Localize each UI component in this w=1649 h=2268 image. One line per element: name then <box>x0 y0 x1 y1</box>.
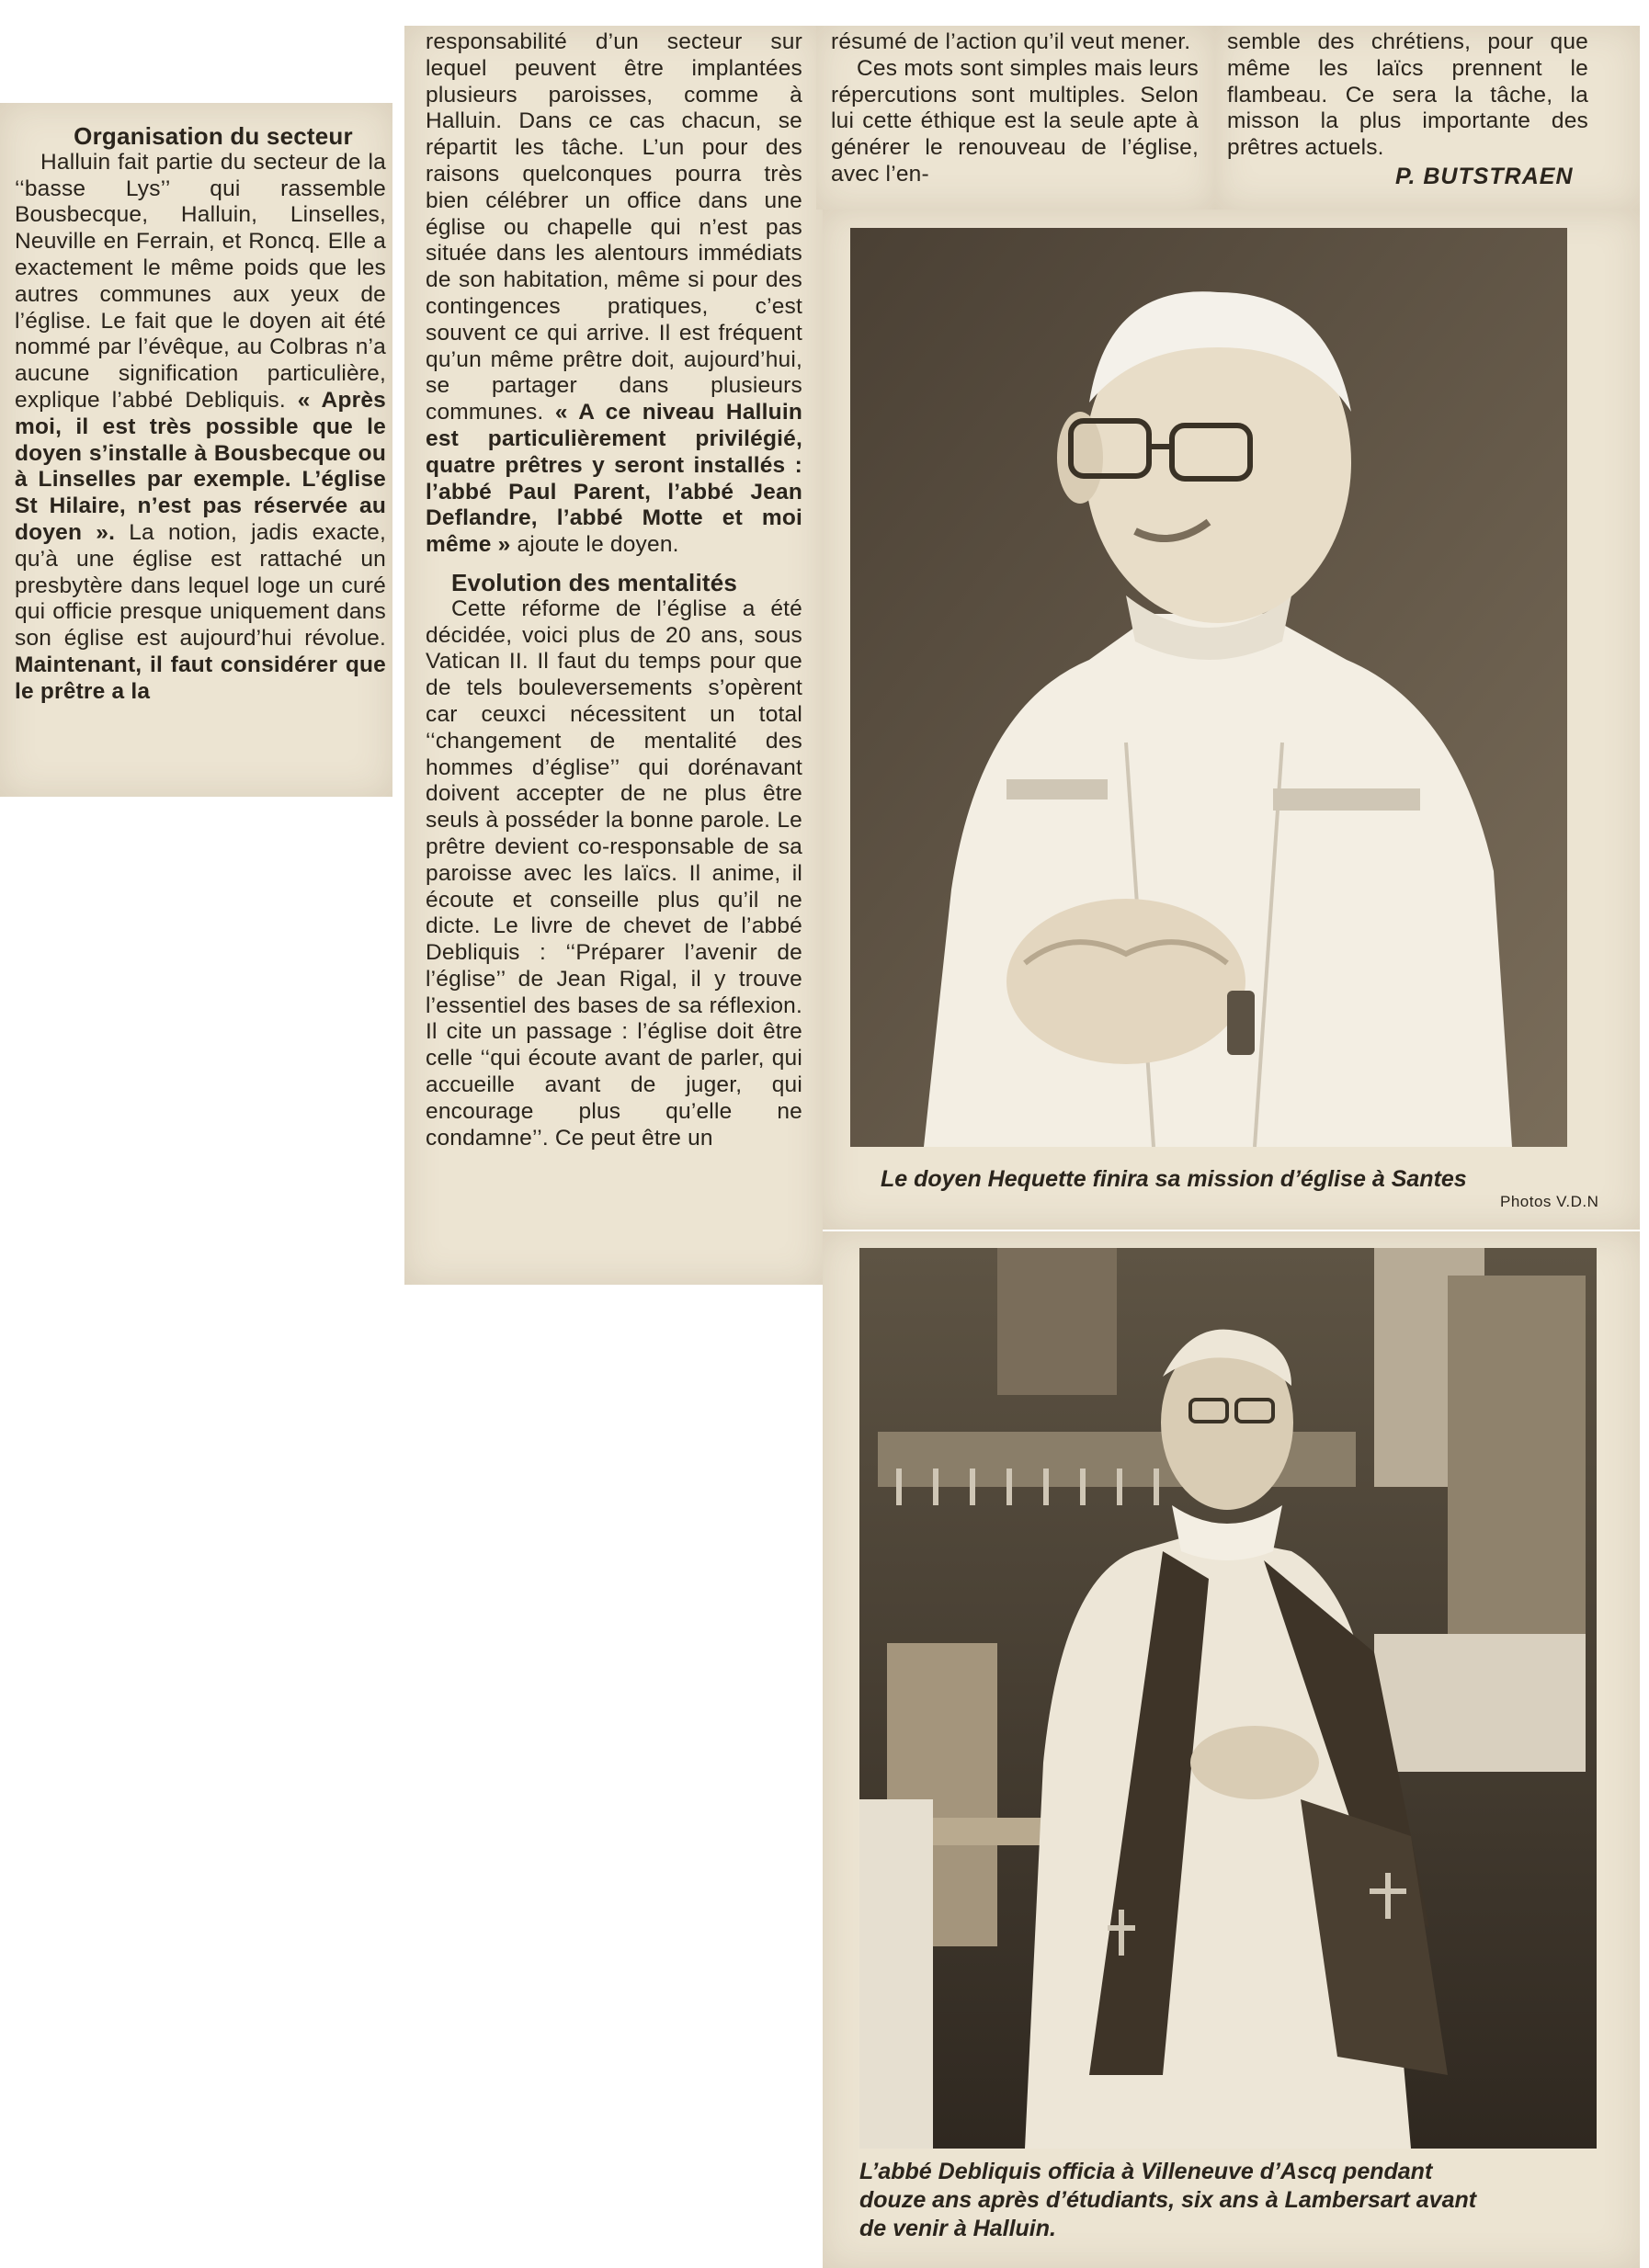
section-heading-evolution: Evolution des mentalités <box>451 568 738 596</box>
photo-abbe-debliquis-drawing <box>859 1248 1597 2149</box>
col2-text-b: ajoute le doyen. <box>517 532 679 558</box>
article-column-4 <box>1227 29 1588 162</box>
photo-doyen-hequette <box>850 228 1567 1147</box>
photo-bottom-caption-line-1: L’abbé Debliquis officia à Villeneuve d’Ascq pendant <box>859 2159 1433 2184</box>
photo-credit: Photos V.D.N <box>1500 1193 1599 1210</box>
article-column-1 <box>15 123 386 706</box>
col3-paragraph-1: résumé de l’action qu’il veut mener. <box>831 29 1191 54</box>
section-heading-organisation: Organisation du secteur <box>74 122 353 150</box>
photo-doyen-hequette-drawing <box>850 228 1567 1147</box>
col2-paragraph-1 <box>426 29 802 559</box>
article-column-3 <box>831 29 1199 188</box>
col2-text-a: responsabilité d’un secteur sur lequel peuvent être implantées plusieurs paroisses, comme à Halluin. Dans ce cas chacun, se répartit les tâche. L’un pour des raisons quelconques pourra très bien célébrer un office dans une église ou chapelle qui n’est pas située dans les alentours immédiats de son habitation, même si pour des contingences pratiques, c’est souvent ce qui arrive. Il est fréquent qu’un même prêtre doit, aujourd’hui, se partager dans plusieurs communes. <box>426 29 802 425</box>
photo-top-caption: Le doyen Hequette finira sa mission d’église à Santes <box>881 1166 1467 1192</box>
col3-paragraph-2: Ces mots sont simples mais leurs répercutions sont multiples. Selon lui cette éthique est la seule apte à générer le renouveau de l’église, avec l’en- <box>831 55 1199 187</box>
col1-text-c: Maintenant, il faut considérer que le prêtre a la <box>15 652 386 704</box>
photo-bottom-caption <box>859 2158 1613 2243</box>
article-column-2 <box>426 29 802 1151</box>
col1-paragraph-1 <box>15 150 386 706</box>
col2-paragraph-2: Cette réforme de l’église a été décidée, voici plus de 20 ans, sous Vatican II. Il faut du temps pour que de tels bouleversements s’opèrent car ceuxci nécessitent un total ‘‘changement de mentalité des hommes d’église’’ qui dorénavant doivent accepter de ne plus être seuls à posséder la bonne parole. Le prêtre devient co-responsable de sa paroisse avec les laïcs. Il anime, il écoute et conseille plus qu’il ne dicte. Le livre de chevet de l’abbé Debliquis : ‘‘Préparer l’avenir de l’église’’ de Jean Rigal, il y trouve l’essentiel des bases de sa réflexion. Il cite un passage : l’église doit être celle ‘‘qui écoute avant de parler, qui accueille avant de juger, qui encourage plus qu’elle ne condamne’’. Ce peut être un <box>426 595 802 1151</box>
col1-text-a: Halluin fait partie du secteur de la ‘‘basse Lys’’ qui rassemble Bousbecque, Halluin, Linselles, Neuville en Ferrain, et Roncq. Elle a exactement le même poids que les autres communes aux yeux de l’église. Le fait que le doyen ait été nommé par l’évêque, au Colbras n’a aucune signification particulière, explique l’abbé Debliquis. <box>15 149 386 413</box>
photo-bottom-caption-line-3: de venir à Halluin. <box>859 2216 1056 2241</box>
photo-bottom-caption-line-2: douze ans après d’étudiants, six ans à Lambersart avant <box>859 2187 1477 2213</box>
author-signature: P. BUTSTRAEN <box>1395 164 1574 189</box>
col1-quote-a: « Après moi, il est très possible que le doyen s’installe à Bousbecque ou à Linselles par exemple. L’église St Hilaire, n’est pas réservée au doyen ». <box>15 387 386 545</box>
photo-abbe-debliquis <box>859 1248 1597 2149</box>
col1-text-b: La notion, jadis exacte, qu’à une église est rattaché un presbytère dans lequel loge un curé qui officie presque uniquement dans son église est aujourd’hui révolue. <box>15 519 386 652</box>
col2-quote-a: « A ce niveau Halluin est particulièrement privilégié, quatre prêtres y seront installés : l’abbé Paul Parent, l’abbé Jean Deflandre, l’abbé Motte et moi même » <box>426 400 803 558</box>
col4-paragraph-1: semble des chrétiens, pour que même les laïcs prennent le flambeau. Ce sera la tâche, la misson la plus importante des prêtres actuels. <box>1227 29 1588 161</box>
